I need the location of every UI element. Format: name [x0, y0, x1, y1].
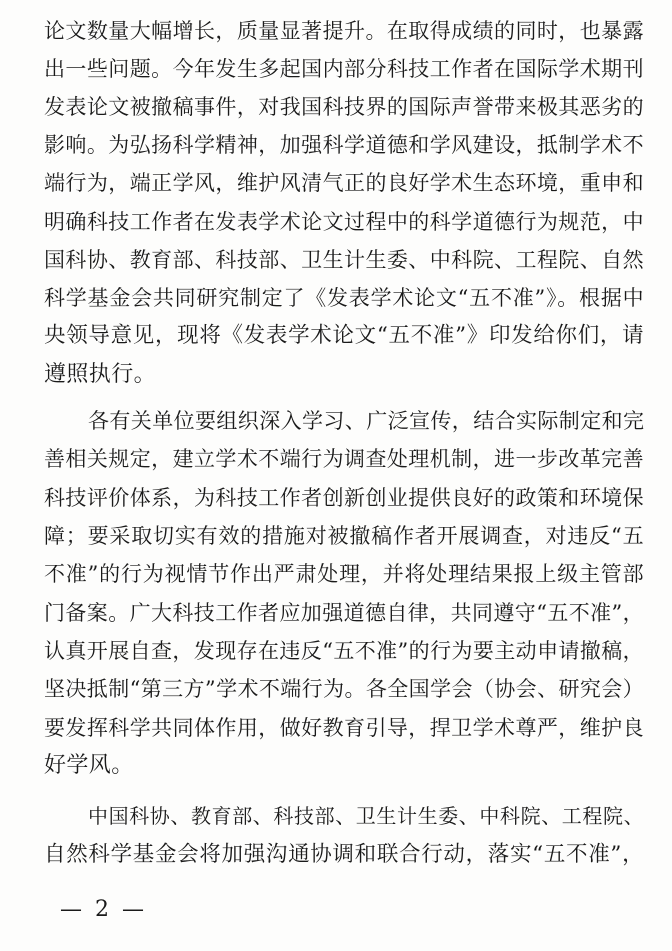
text-line: 遵照执行。: [44, 362, 157, 387]
text-line: 自然科学基金会将加强沟通协调和联合行动，落实“五不准”，: [44, 842, 644, 867]
text-line: 障；要采取切实有效的措施对被撤稿作者开展调查，对违反“五: [44, 524, 644, 548]
text-line: 出一些问题。今年发生多起国内部分科技工作者在国际学术期刊: [44, 57, 644, 81]
page-number: — 2 —: [60, 897, 147, 922]
text-line: 影响。为弘扬科学精神，加强科学道德和学风建设，抵制学术不: [44, 133, 644, 157]
text-line: 科学基金会共同研究制定了《发表学术论文“五不准”》。根据中: [44, 286, 644, 310]
text-line: 发表论文被撤稿事件，对我国科技界的国际声誉带来极其恶劣的: [44, 95, 644, 119]
text-line: 善相关规定，建立学术不端行为调查处理机制，进一步改革完善: [44, 447, 644, 471]
paragraph-first-line: 中国科协、教育部、科技部、卫生计生委、中科院、工程院、: [88, 804, 644, 828]
text-line: 不准”的行为视情节作出严肃处理，并将处理结果报上级主管部: [44, 562, 644, 586]
text-line: 明确科技工作者在发表学术论文过程中的科学道德行为规范，中: [44, 210, 644, 234]
text-line: 门备案。广大科技工作者应加强道德自律，共同遵守“五不准”，: [44, 601, 644, 625]
text-line: 央领导意见，现将《发表学术论文“五不准”》印发给你们，请: [44, 323, 644, 348]
text-line: 好学风。: [44, 753, 134, 778]
text-line: 端行为，端正学风，维护风清气正的良好学术生态环境，重申和: [44, 171, 644, 195]
text-line: 要发挥科学共同体作用，做好教育引导，捍卫学术尊严，维护良: [44, 716, 644, 740]
text-line: 认真开展自查，发现存在违反“五不准”的行为要主动申请撤稿，: [44, 639, 644, 663]
text-line: 坚决抵制“第三方”学术不端行为。各全国学会（协会、研究会）: [44, 677, 644, 701]
text-line: 论文数量大幅增长，质量显著提升。在取得成绩的同时，也暴露: [44, 19, 644, 43]
text-line: 国科协、教育部、科技部、卫生计生委、中科院、工程院、自然: [44, 248, 644, 272]
paragraph-first-line: 各有关单位要组织深入学习、广泛宣传，结合实际制定和完: [88, 409, 644, 433]
text-line: 科技评价体系，为科技工作者创新创业提供良好的政策和环境保: [44, 486, 644, 510]
